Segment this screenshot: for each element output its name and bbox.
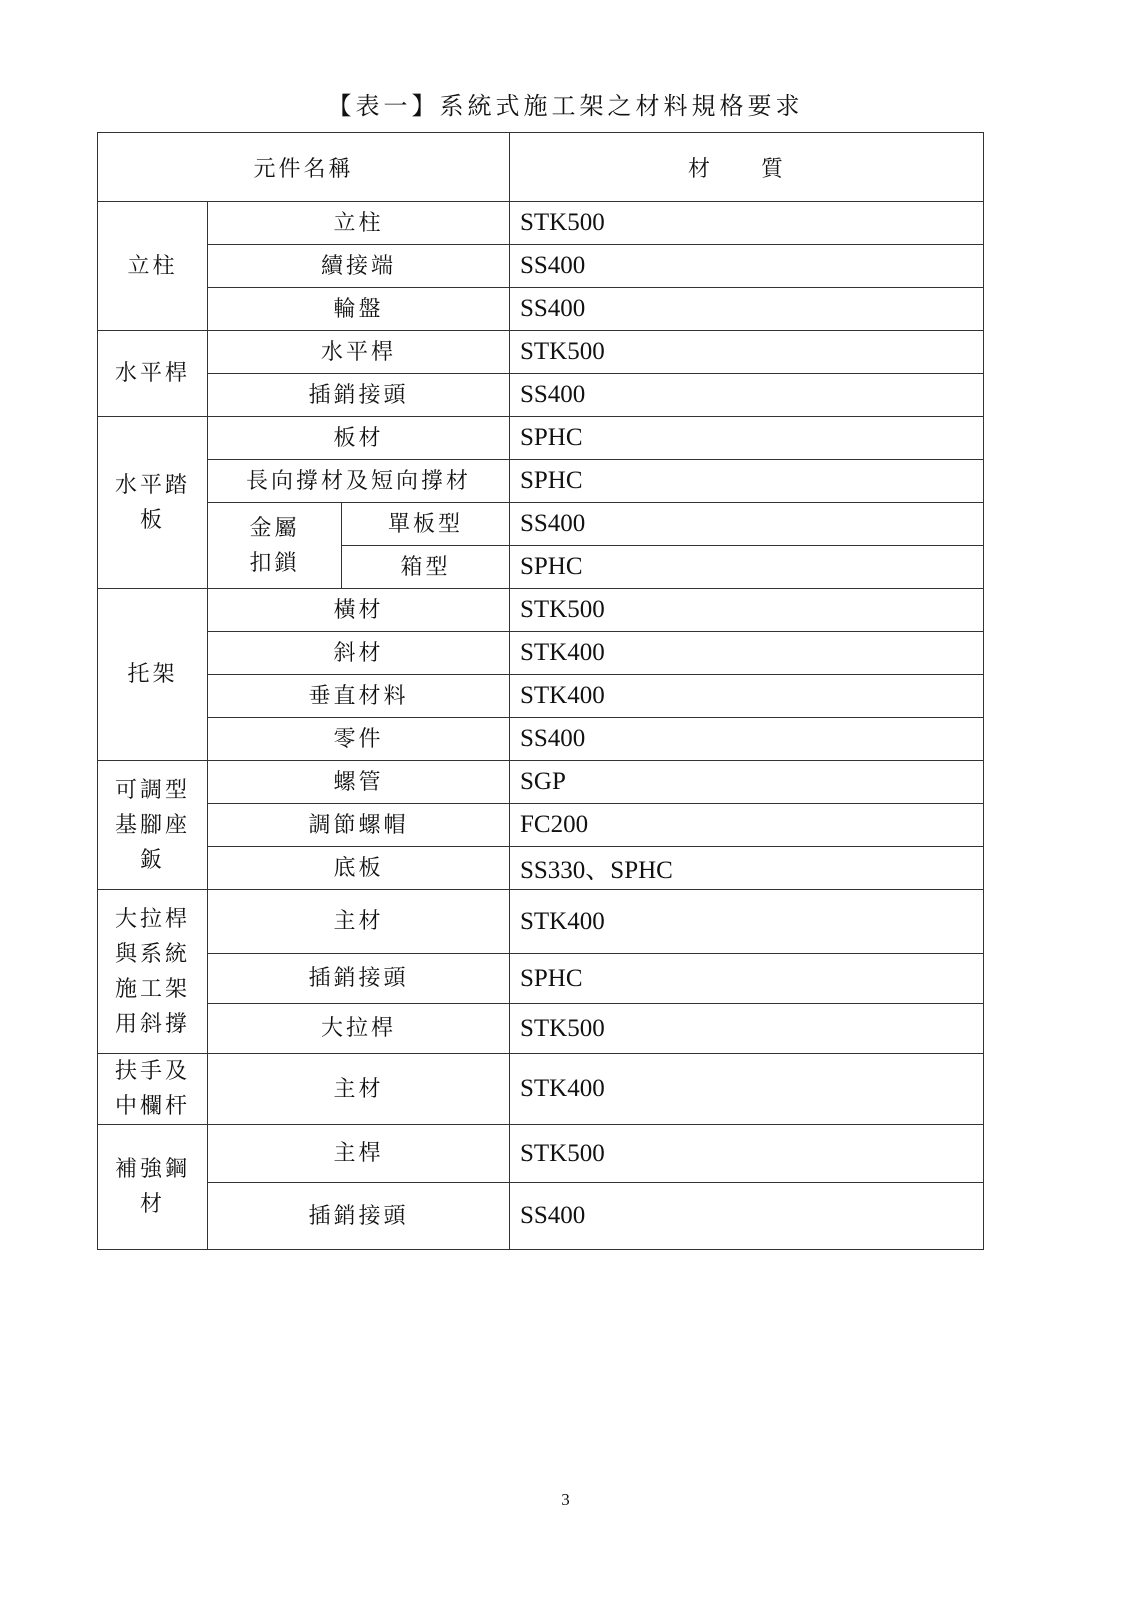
subgroup-name [208, 503, 342, 589]
table-row [98, 460, 984, 503]
part-name: 主材 [208, 1054, 510, 1125]
table-row [98, 503, 984, 546]
subgroup-name-line: 金屬 [249, 515, 300, 541]
table-row [98, 761, 984, 804]
table-row [98, 245, 984, 288]
material-value: SPHC [510, 546, 984, 589]
part-name: 板材 [208, 417, 510, 460]
table-row [98, 954, 984, 1004]
material-value: SPHC [510, 417, 984, 460]
table-row [98, 1004, 984, 1054]
material-value: STK500 [510, 1004, 984, 1054]
group-name-line: 補強鋼 [114, 1157, 190, 1182]
group-name [98, 417, 208, 589]
material-value: SS400 [510, 374, 984, 417]
header-component: 元件名稱 [98, 133, 510, 202]
part-name: 螺管 [208, 761, 510, 804]
group-name-line: 鈑 [139, 847, 165, 873]
subgroup-name-line: 扣鎖 [249, 550, 300, 576]
material-value: SPHC [510, 460, 984, 503]
table-row [98, 589, 984, 632]
part-name: 橫材 [208, 589, 510, 632]
material-value: STK500 [510, 331, 984, 374]
group-name [98, 890, 208, 1054]
group-name-line: 水平踏 [114, 472, 190, 498]
part-name: 立柱 [208, 202, 510, 245]
material-value: SS330、SPHC [510, 847, 984, 890]
material-value: FC200 [510, 804, 984, 847]
group-name-line: 基腳座 [114, 812, 190, 838]
part-name: 主桿 [208, 1125, 510, 1183]
group-name [98, 761, 208, 890]
material-value: STK400 [510, 1054, 984, 1125]
material-value: SS400 [510, 503, 984, 546]
table-row [98, 1183, 984, 1250]
material-value: STK500 [510, 202, 984, 245]
table-row [98, 202, 984, 245]
group-name-line: 大拉桿 [114, 906, 190, 932]
group-name-line: 材 [139, 1192, 165, 1217]
group-name-line: 用斜撐 [114, 1011, 190, 1037]
table-header-row [98, 133, 984, 202]
part-name: 長向撐材及短向撐材 [208, 460, 510, 503]
part-name: 調節螺帽 [208, 804, 510, 847]
material-value: SS400 [510, 1183, 984, 1250]
material-value: SS400 [510, 288, 984, 331]
part-name: 箱型 [342, 546, 510, 589]
material-value: SGP [510, 761, 984, 804]
table-row [98, 1054, 984, 1125]
part-name: 底板 [208, 847, 510, 890]
part-name: 水平桿 [208, 331, 510, 374]
part-name: 插銷接頭 [208, 954, 510, 1004]
part-name: 主材 [208, 890, 510, 954]
table-row [98, 632, 984, 675]
table-row [98, 804, 984, 847]
group-name-line: 中欄杆 [114, 1094, 190, 1119]
material-value: STK500 [510, 1125, 984, 1183]
material-value: STK400 [510, 890, 984, 954]
table-row [98, 374, 984, 417]
group-name-line: 施工架 [114, 976, 190, 1002]
group-name [98, 1125, 208, 1250]
part-name: 插銷接頭 [208, 1183, 510, 1250]
header-material: 材 質 [510, 133, 984, 202]
group-name: 托架 [98, 589, 208, 761]
part-name: 單板型 [342, 503, 510, 546]
group-name: 水平桿 [98, 331, 208, 417]
material-value: SS400 [510, 718, 984, 761]
part-name: 插銷接頭 [208, 374, 510, 417]
group-name-line: 扶手及 [114, 1059, 190, 1084]
material-value: STK400 [510, 675, 984, 718]
part-name: 零件 [208, 718, 510, 761]
material-value: STK500 [510, 589, 984, 632]
material-spec-table [97, 132, 984, 1250]
table-row [98, 1125, 984, 1183]
part-name: 垂直材料 [208, 675, 510, 718]
table-row [98, 890, 984, 954]
part-name: 斜材 [208, 632, 510, 675]
table-row [98, 288, 984, 331]
group-name-line: 板 [139, 507, 165, 533]
group-name [98, 1054, 208, 1125]
material-value: SS400 [510, 245, 984, 288]
material-value: STK400 [510, 632, 984, 675]
table-row [98, 675, 984, 718]
part-name: 輪盤 [208, 288, 510, 331]
part-name: 大拉桿 [208, 1004, 510, 1054]
part-name: 續接端 [208, 245, 510, 288]
group-name-line: 與系統 [114, 941, 190, 967]
material-value: SPHC [510, 954, 984, 1004]
table-title: 【表一】系統式施工架之材料規格要求 [327, 92, 804, 120]
page-number: 3 [561, 1490, 570, 1509]
group-name: 立柱 [98, 202, 208, 331]
table-row [98, 847, 984, 890]
table-row [98, 718, 984, 761]
table-row [98, 331, 984, 374]
group-name-line: 可調型 [114, 777, 190, 803]
table-row [98, 417, 984, 460]
